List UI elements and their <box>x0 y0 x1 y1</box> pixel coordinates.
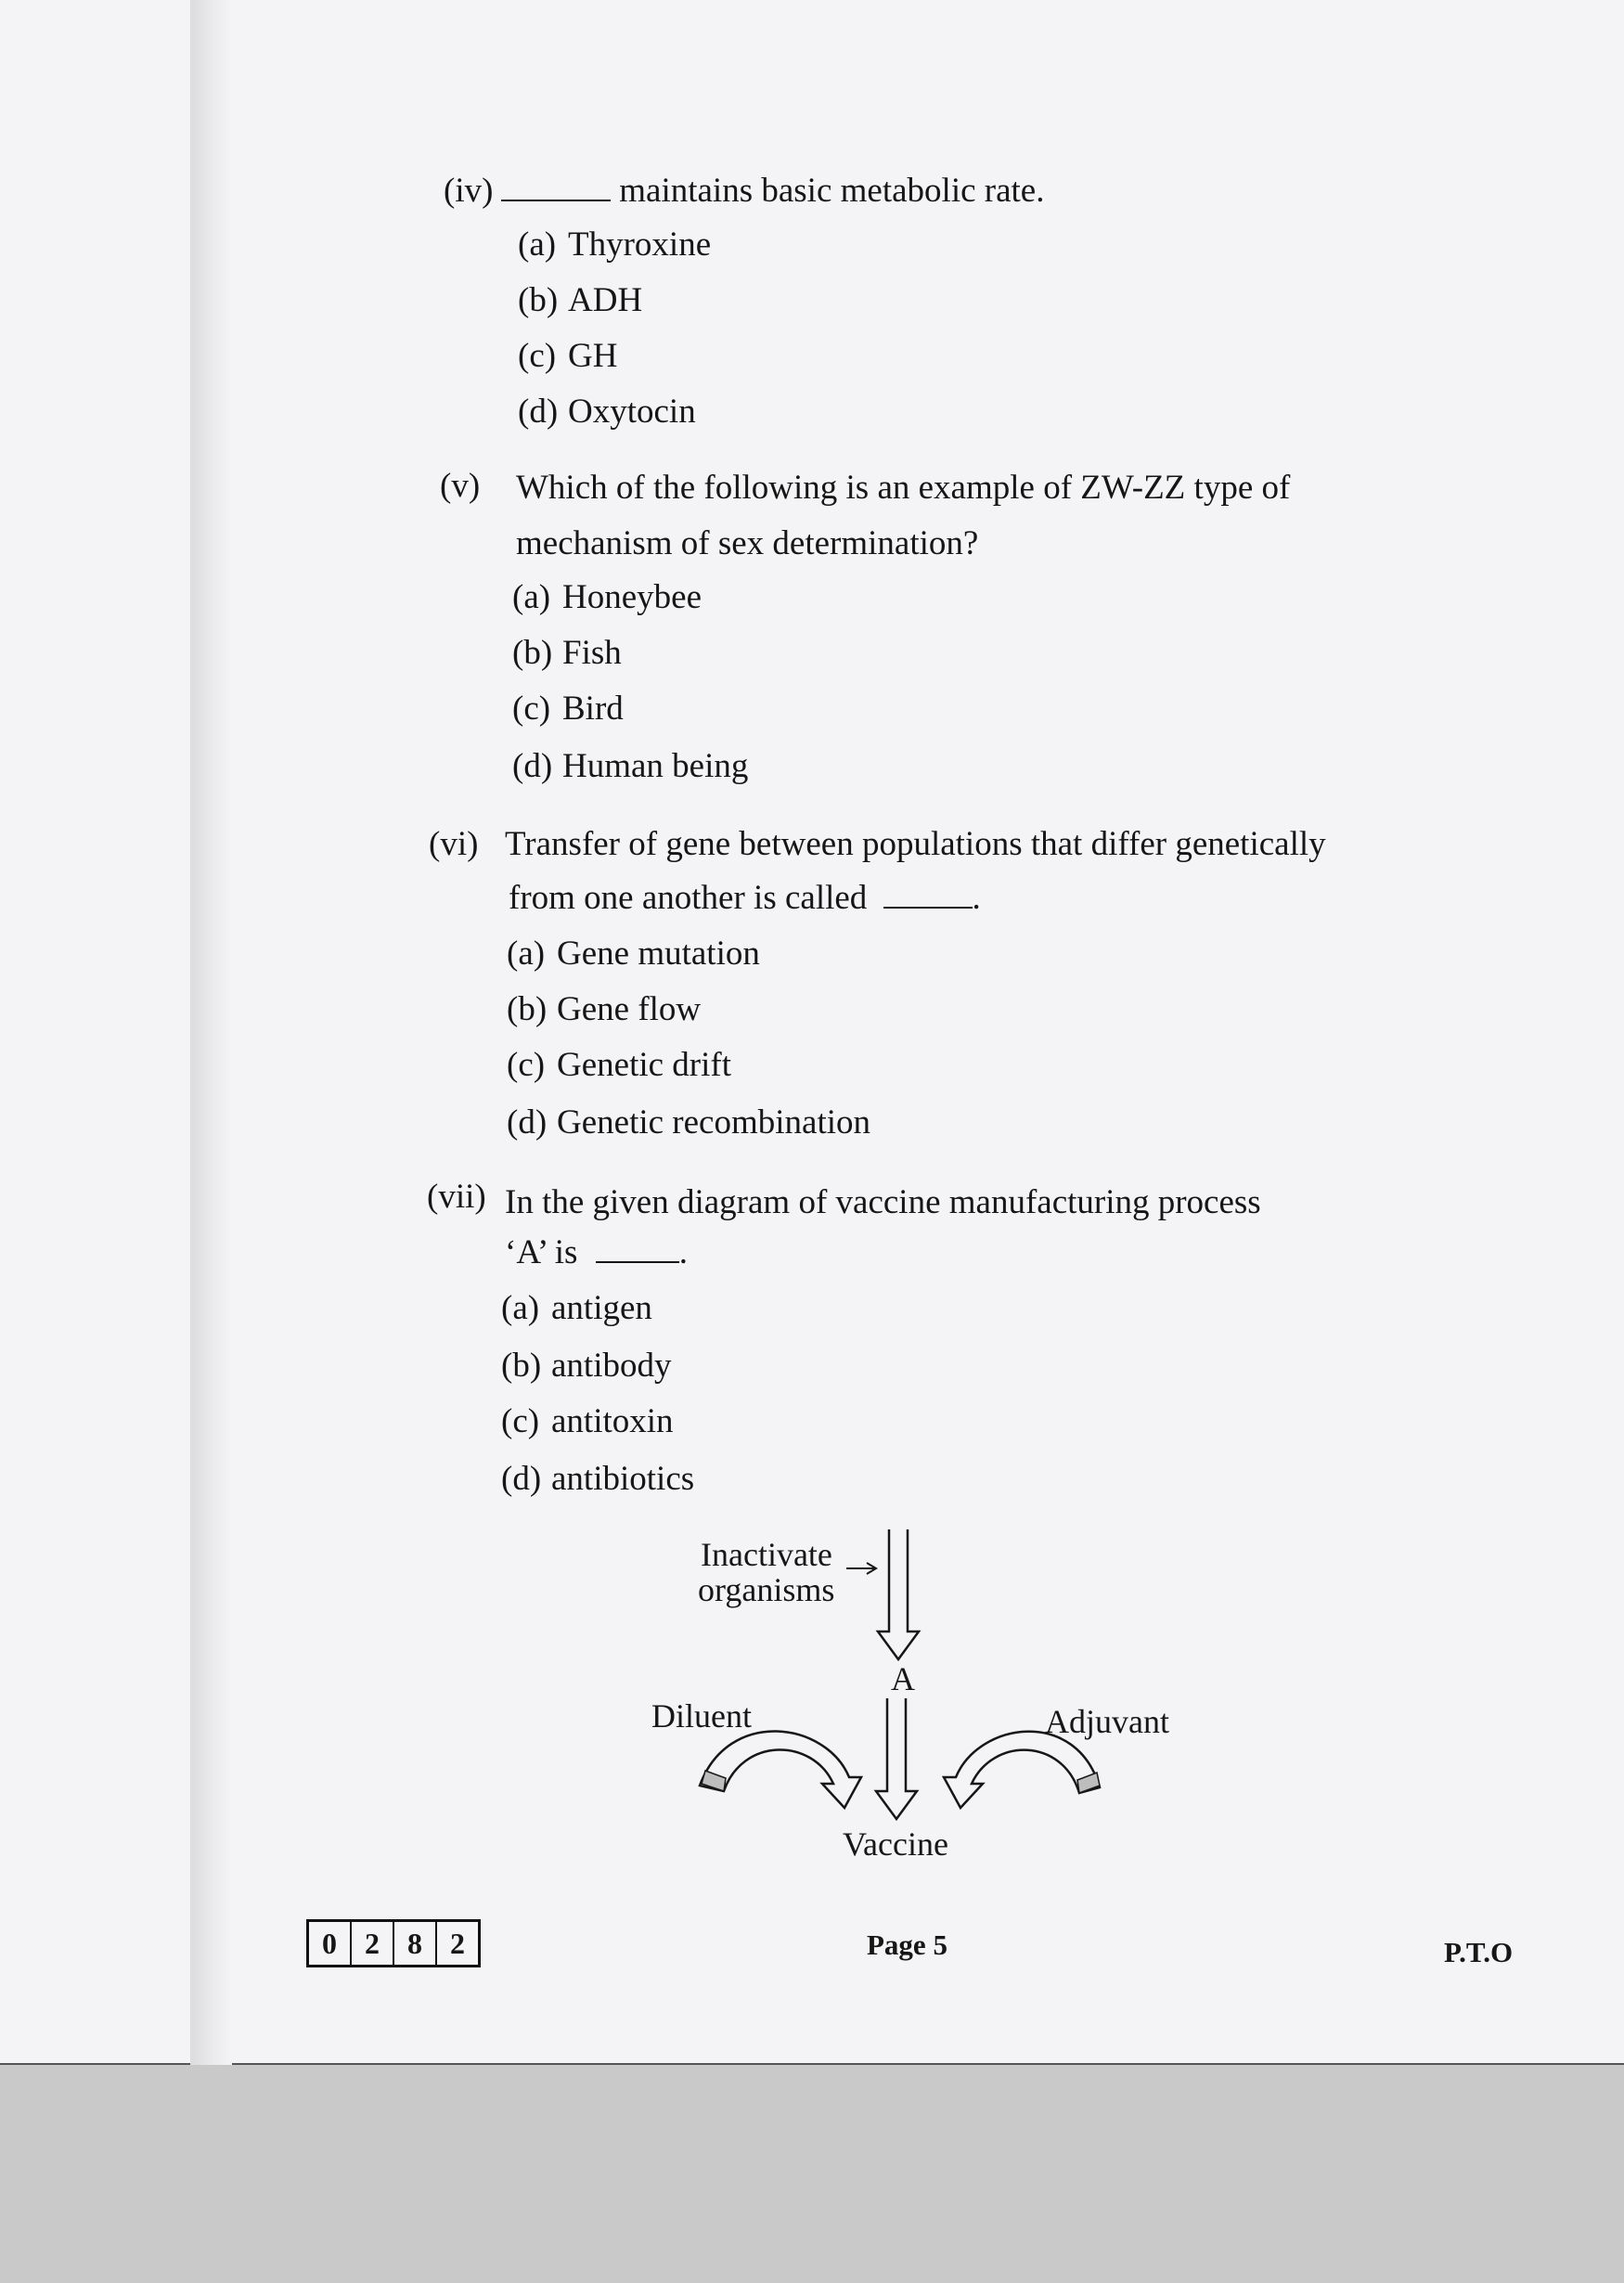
option-label: (b) <box>501 1347 542 1385</box>
option-v-d <box>512 746 748 786</box>
option-vi-d <box>507 1103 870 1142</box>
question-vii-line2-text: ‘A’ is <box>505 1233 578 1271</box>
option-text: antibody <box>551 1347 672 1385</box>
diagram-arrows <box>640 1522 1234 1875</box>
question-v-line1: Which of the following is an example of ZW-ZZ type of <box>516 469 1291 507</box>
code-digit: 2 <box>352 1922 394 1965</box>
option-iv-b <box>518 280 642 320</box>
down-arrow-top <box>878 1529 919 1659</box>
diagram-label-inactivate: Inactivate <box>701 1536 832 1573</box>
question-v-number: (v) <box>440 467 481 505</box>
question-vi-number: (vi) <box>429 825 479 863</box>
question-v-line2: mechanism of sex determination? <box>516 524 979 562</box>
option-label: (c) <box>512 690 551 728</box>
option-vii-d <box>501 1459 694 1499</box>
option-text: antitoxin <box>551 1402 674 1440</box>
diagram-label-diluent: Diluent <box>651 1697 752 1735</box>
question-vi-line2: from one another is called . <box>509 879 981 917</box>
question-vi-line2-text: from one another is called <box>509 879 868 917</box>
answer-blank <box>596 1261 679 1263</box>
pto-label: P.T.O <box>1444 1936 1514 1968</box>
question-iv-text <box>501 171 1044 212</box>
curved-arrow-diluent <box>700 1731 861 1808</box>
curved-arrow-adjuvant <box>944 1732 1100 1808</box>
option-text: Fish <box>562 634 622 672</box>
option-label: (d) <box>518 393 559 431</box>
option-iv-d <box>518 392 696 432</box>
option-label: (c) <box>501 1402 540 1440</box>
option-label: (c) <box>518 337 557 375</box>
option-text: Genetic drift <box>557 1046 731 1084</box>
code-digit: 8 <box>394 1922 437 1965</box>
question-vii-line2: ‘A’ is . <box>505 1233 688 1271</box>
question-vi-line1: Transfer of gene between populations that differ genetically <box>505 825 1326 863</box>
option-vii-b <box>501 1346 671 1386</box>
option-vii-a <box>501 1288 652 1328</box>
diagram-label-organisms: organisms <box>698 1571 835 1608</box>
option-label: (d) <box>507 1103 548 1142</box>
option-text: Honeybee <box>562 578 702 616</box>
option-text: Gene mutation <box>557 935 760 973</box>
diagram-label-a: A <box>891 1660 915 1697</box>
code-digit: 2 <box>450 1926 465 1960</box>
option-iv-c <box>518 336 617 376</box>
option-label: (a) <box>507 935 546 973</box>
option-label: (a) <box>518 226 557 264</box>
option-label: (b) <box>518 281 559 319</box>
option-label: (d) <box>501 1460 542 1498</box>
question-vii-line1: In the given diagram of vaccine manufacturing process <box>505 1183 1261 1221</box>
option-text: Gene flow <box>557 990 702 1028</box>
option-vi-a <box>507 934 760 974</box>
option-v-b <box>512 633 622 673</box>
option-vi-b <box>507 989 701 1029</box>
code-digit: 0 <box>309 1922 352 1965</box>
question-iv-number: (iv) <box>444 172 494 210</box>
option-text: Oxytocin <box>568 393 696 431</box>
option-text: Human being <box>562 747 749 785</box>
diagram-label-adjuvant: Adjuvant <box>1045 1703 1169 1740</box>
option-text: Thyroxine <box>568 226 712 264</box>
option-v-a <box>512 577 702 617</box>
diagram-label-vaccine: Vaccine <box>843 1825 948 1863</box>
page-number: Page 5 <box>867 1928 947 1961</box>
option-label: (b) <box>512 634 553 672</box>
option-vi-c <box>507 1045 731 1085</box>
vaccine-process-diagram <box>640 1522 1234 1875</box>
option-text: antigen <box>551 1289 652 1327</box>
option-text: GH <box>568 337 618 375</box>
down-arrow-bottom <box>876 1698 917 1819</box>
option-text: ADH <box>568 281 643 319</box>
option-v-c <box>512 689 624 729</box>
option-text: antibiotics <box>551 1460 695 1498</box>
option-label: (b) <box>507 990 548 1028</box>
question-iv-statement: maintains basic metabolic rate. <box>619 172 1045 210</box>
option-vii-c <box>501 1401 674 1441</box>
option-label: (a) <box>501 1289 540 1327</box>
answer-blank <box>883 907 973 909</box>
option-iv-a <box>518 225 711 264</box>
option-text: Genetic recombination <box>557 1103 871 1142</box>
option-label: (c) <box>507 1046 546 1084</box>
option-label: (d) <box>512 747 553 785</box>
answer-blank <box>501 200 611 201</box>
page-binding-edge <box>190 0 232 2065</box>
option-label: (a) <box>512 578 551 616</box>
question-vii-number: (vii) <box>427 1178 486 1216</box>
option-text: Bird <box>562 690 624 728</box>
subject-code-box <box>306 1919 481 1967</box>
